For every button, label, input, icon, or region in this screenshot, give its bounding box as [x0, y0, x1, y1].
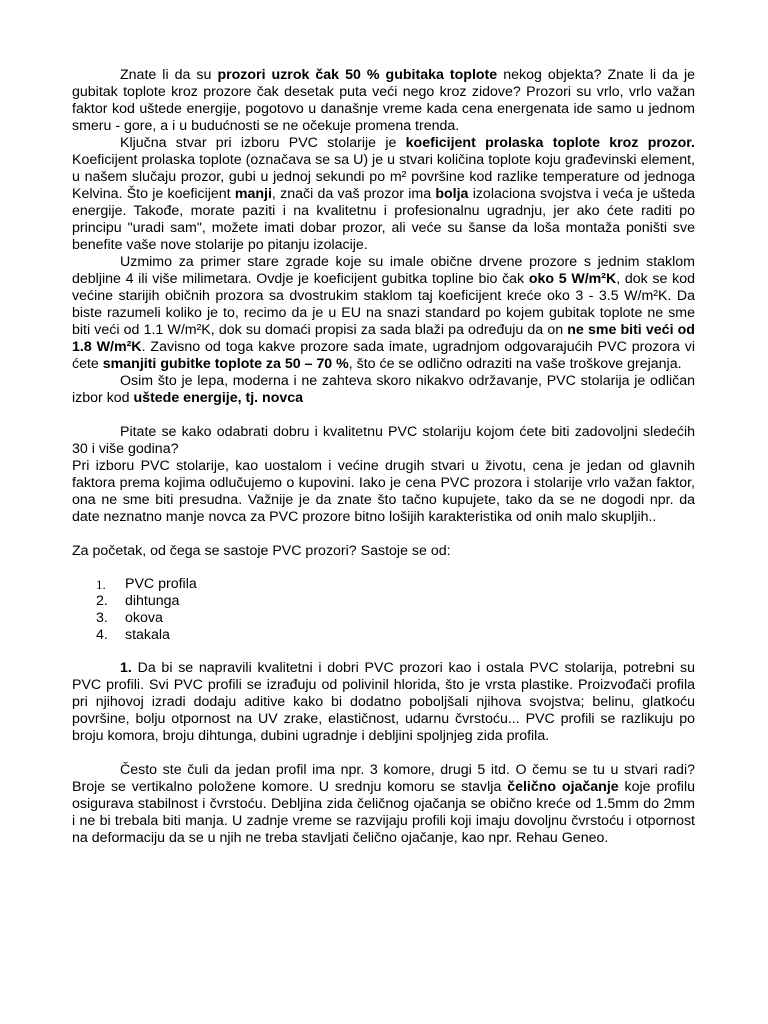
blank-line	[72, 407, 695, 424]
text-run: . Zavisno od toga kakve prozore sada imate, ugradnjom odgovarajućih PVC prozora vi ćete	[72, 339, 695, 372]
list-item	[96, 610, 695, 627]
list-number: 3.	[96, 610, 108, 626]
paragraph-question: Pitate se kako odabrati dobru i kvalitetnu PVC stolariju kojom ćete biti zadovoljni sledećih 30 i više godina?	[72, 424, 695, 457]
emphasis-text: koeficijent prolaska toplote kroz prozor.	[405, 135, 695, 151]
text-run: koje profilu osigurava stabilnost i čvrstoću. Debljina zida čeličnog ojačanja se obično kreće od 1.5mm do 2mm i ne bi trebala biti manja. U zadnje vreme se razvijaju profili koji imaju dovoljnu čvrstoću i otpornost na deformaciju da se u njih ne treba stavljati čelično ojačanje, kao npr. Rehau Geneo.	[72, 779, 696, 846]
list-item	[96, 627, 695, 644]
emphasis-text: uštede energije, tj. novca	[133, 390, 304, 406]
paragraph-intro	[72, 67, 695, 135]
list-number: 4.	[96, 627, 108, 643]
list-item-text: dihtunga	[125, 593, 180, 609]
emphasis-text: manji	[234, 186, 272, 202]
paragraph-pvc-profiles	[72, 660, 695, 745]
list-item	[96, 576, 695, 593]
text-run: nekog objekta? Znate li da je gubitak toplote kroz prozore čak desetak puta veći nego kroz zidove? Prozori su vrlo, vrlo važan faktor kod uštede energije, pogotovo u današnje vreme kada cena energenata ide samo u jednom smeru - gore, a i u budućnosti se ne očekuje promena trenda.	[72, 67, 695, 134]
text-run: , što će se odlično odraziti na vaše troškove grejanja.	[348, 356, 682, 372]
emphasis-text: prozori uzrok čak 50 % gubitaka toplote	[217, 67, 498, 83]
text-run: , dok se kod većine starijih običnih prozora sa dvostrukim staklom taj koeficijent kreće oko 3 - 3.5 W/m²K. Da biste razumeli koliko je to, recimo da je u EU na snazi standard po kojem gubitak toplote ne sme biti veći od 1.1 W/m²K, dok su domaći propisi za sada blaži pa određuju da on	[72, 271, 695, 338]
list-item-text: stakala	[125, 627, 170, 643]
paragraph-chambers	[72, 762, 695, 847]
text-run: Osim što je lepa, moderna i ne zahteva skoro nikakvo održavanje, PVC stolarija je odličan izbor kod	[72, 373, 695, 406]
text-run: izolaciona svojstva i veća je ušteda energije. Takođe, morate paziti i na kvalitetnu i profesionalnu ugradnju, jer ako ćete raditi po principu "uradi sam", možete imati dobar prozor, ali veće su šanse da loša montaža poništi sve benefite vaše nove stolarije po pitanju izolacije.	[72, 186, 695, 253]
paragraph-example	[72, 254, 695, 373]
section-number: 1.	[120, 660, 132, 676]
text-run: Ključna stvar pri izboru PVC stolarije je	[120, 135, 406, 151]
text-run: Često ste čuli da jedan profil ima npr. 3 komore, drugi 5 itd. O čemu se tu u stvari radi? Broje se vertikalno položene komore. U srednju komoru se stavlja	[72, 762, 695, 795]
emphasis-text: smanjiti gubitke toplote za 50 – 70 %	[102, 356, 349, 372]
emphasis-text: bolja	[435, 186, 469, 202]
emphasis-text: čelično ojačanje	[507, 779, 619, 795]
paragraph-key-factor	[72, 135, 695, 254]
blank-line	[72, 526, 695, 543]
paragraph-components-intro: Za početak, od čega se sastoje PVC prozori? Sastoje se od:	[72, 543, 451, 559]
list-number: 1.	[96, 577, 106, 592]
text-run: Uzmimo za primer stare zgrade koje su imale obične drvene prozore s jednim staklom debljine 4 ili više milimetara. Ovdje je koeficijent gubitka topline bio čak	[72, 254, 695, 287]
blank-line	[72, 745, 695, 762]
paragraph-benefits	[72, 373, 695, 407]
paragraph-price: Pri izboru PVC stolarije, kao uostalom i većine drugih stvari u životu, cena je jedan od glavnih faktora prema kojima odlučujemo o kupovini. Iako je cena PVC prozora i stolarije vrlo važan faktor, ona ne sme biti presudna. Važnije je da znate što tačno kupujete, tako da se ne dogodi npr. da date neznatno manje novca za PVC prozore bitno lošijih karakteristika od onih malo skupljih..	[72, 458, 695, 525]
emphasis-text: ne sme biti veći od 1.8 W/m²K	[72, 322, 695, 355]
text-run: Koeficijent prolaska toplote (označava se sa U) je u stvari količina toplote koju građevinski element, u našem slučaju prozor, gubi u jednoj sekundi po m² površine kod razlike temperature od jednoga Kelvina. Što je koeficijent	[72, 152, 695, 202]
components-list	[96, 576, 695, 644]
text-run: Da bi se napravili kvalitetni i dobri PVC prozori kao i ostala PVC stolarija, potrebni su PVC profili. Svi PVC profili se izrađuju od polivinil hlorida, što je vrsta plastike. Proizvođači profila pri njihovoj izradi dodaju aditive kako bi dodatno poboljšali njihova svojstva; belinu, glatkoću površine, bolju otpornost na UV zrake, elastičnost, udarnu čvrstoću... PVC profili se razlikuju po broju komora, broju dihtunga, dubini ugradnje i debljini spoljnjeg zida profila.	[72, 660, 695, 744]
list-item-text: okova	[125, 610, 163, 626]
list-item-text: PVC profila	[125, 576, 197, 592]
emphasis-text: oko 5 W/m²K	[528, 271, 617, 287]
list-number: 2.	[96, 593, 108, 609]
document-body	[72, 67, 695, 847]
list-item	[96, 593, 695, 610]
text-run: , znači da vaš prozor ima	[271, 186, 436, 202]
text-run: Znate li da su	[120, 67, 218, 83]
